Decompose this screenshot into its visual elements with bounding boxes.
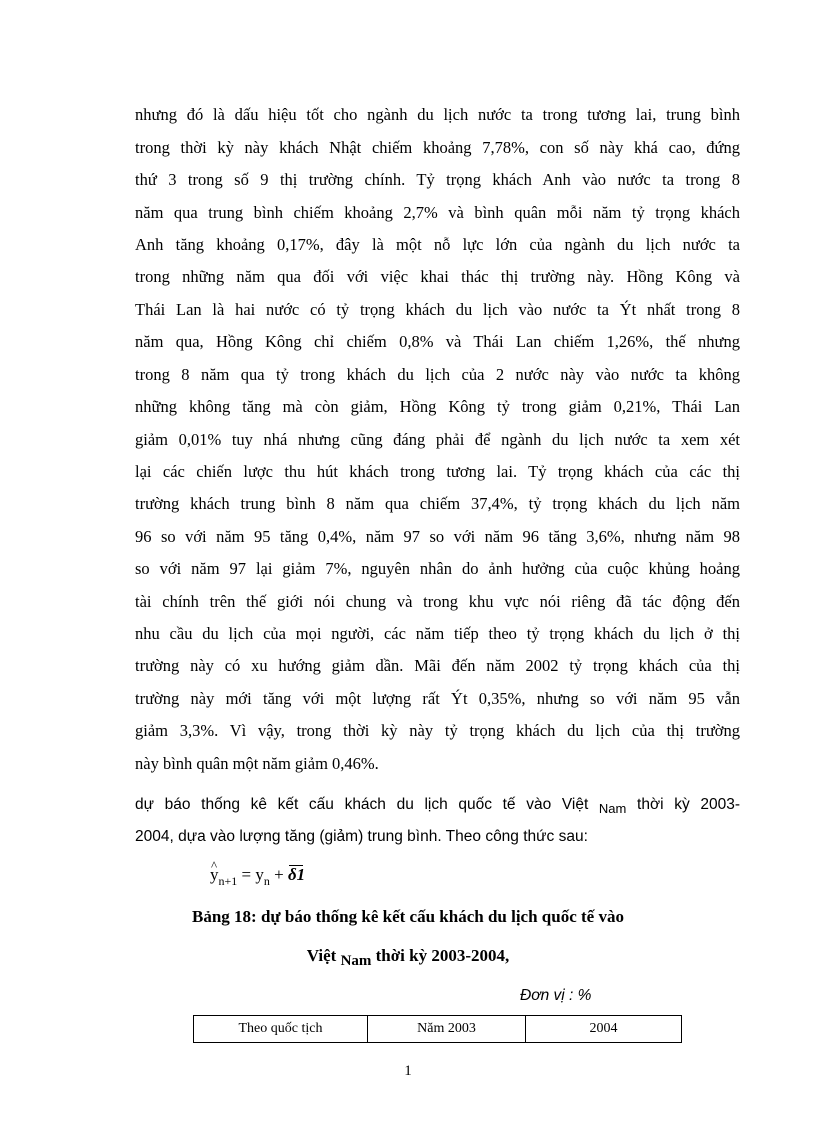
formula-rhs-subscript: n — [263, 874, 270, 888]
formula-plus: + — [269, 865, 288, 884]
forecast-intro-text: dự báo thống kê kết cấu khách du lịch quốc tế vào Việt — [135, 796, 599, 813]
forecast-intro-line — [135, 795, 740, 815]
table-header-cell: Theo quốc tịch — [194, 1016, 368, 1043]
paragraph-line: so với năm 97 lại giảm 7%, nguyên nhân do ảnh hưởng của cuộc khủng hoảng — [135, 559, 740, 578]
paragraph-line: trong những năm qua đối với việc khai thác thị trường này. Hồng Kông và — [135, 267, 740, 286]
table-caption-line1: Bảng 18: dự báo thống kê kết cấu khách du lịch quốc tế vào — [192, 907, 624, 926]
paragraph-line: trong 8 năm qua tỷ trong khách du lịch của 2 nước này vào nước ta không — [135, 365, 740, 384]
paragraph-line: tài chính trên thế giới nói chung và trong khu vực nói riêng đã tác động đến — [135, 592, 740, 611]
paragraph-line: thứ 3 trong số 9 thị trường chính. Tỷ trọng khách Anh vào nước ta trong 8 — [135, 170, 740, 189]
paragraph-line: này bình quân một năm giảm 0,46%. — [135, 754, 379, 773]
table-caption-line2 — [0, 945, 816, 968]
caption-period: thời kỳ 2003-2004, — [371, 946, 510, 965]
formula-lhs-subscript: n+1 — [218, 874, 238, 888]
paragraph-line: trường này mới tăng với một lượng rất Ýt 0,35%, nhưng so với năm 95 vẫn — [135, 689, 740, 708]
paragraph-line: năm qua trung bình chiếm khoảng 2,7% và bình quân mỗi năm tỷ trọng khách — [135, 203, 740, 222]
paragraph-line: lại các chiến lược thu hút khách trong tương lai. Tỷ trọng khách của các thị — [135, 462, 740, 481]
formula-y-hat: ^ y — [210, 864, 219, 886]
paragraph-line: trường khách trung bình 8 năm qua chiếm 37,4%, tỷ trọng khách du lịch năm — [135, 494, 740, 513]
paragraph-line: nhu cầu du lịch của mọi người, các năm tiếp theo tỷ trọng khách du lịch ở thị — [135, 624, 740, 643]
paragraph-line: 96 so với năm 95 tăng 0,4%, năm 97 so với năm 96 tăng 3,6%, nhưng năm 98 — [135, 527, 740, 546]
table-header-cell: 2004 — [526, 1016, 682, 1043]
formula-equals: = y — [237, 865, 264, 884]
forecast-table — [193, 1015, 682, 1043]
paragraph-line: trong thời kỳ này khách Nhật chiếm khoảng 7,78%, con số này khá cao, đứng — [135, 138, 740, 157]
caption-text: Việt — [306, 946, 341, 965]
paragraph-line: nhưng đó là dấu hiệu tốt cho ngành du lịch nước ta trong tương lai, trung bình — [135, 105, 740, 124]
paragraph-line: Anh tăng khoảng 0,17%, đây là một nỗ lực lớn của ngành du lịch nước ta — [135, 235, 740, 254]
paragraph-line: những không tăng mà còn giảm, Hồng Kông tỷ trong giảm 0,21%, Thái Lan — [135, 397, 740, 416]
table-header-cell: Năm 2003 — [368, 1016, 526, 1043]
forecast-intro-country: Nam — [598, 801, 627, 816]
paragraph-line: Thái Lan là hai nước có tỷ trọng khách du lịch vào nước ta Ýt nhất trong 8 — [135, 300, 740, 319]
unit-label: Đơn vị : % — [520, 987, 592, 1004]
paragraph-line: giảm 0,01% tuy nhá nhưng cũng đáng phải để ngành du lịch nước ta xem xét — [135, 430, 740, 449]
forecast-intro-period: thời kỳ 2003- — [626, 796, 740, 813]
caption-country: Nam — [340, 953, 372, 969]
paragraph-line: trường này có xu hướng giảm dần. Mãi đến năm 2002 tỷ trọng khách của thị — [135, 656, 740, 675]
page-number: 1 — [404, 1063, 412, 1079]
forecast-formula — [210, 864, 305, 887]
formula-delta: δ1 — [287, 865, 306, 884]
paragraph-line: năm qua, Hồng Kông chỉ chiếm 0,8% và Thái Lan chiếm 1,26%, thế nhưng — [135, 332, 740, 351]
forecast-intro-line: 2004, dựa vào lượng tăng (giảm) trung bình. Theo công thức sau: — [135, 828, 588, 845]
table-header-row — [194, 1016, 682, 1043]
paragraph-line: giảm 3,3%. Vì vậy, trong thời kỳ này tỷ trọng khách du lịch của thị trường — [135, 721, 740, 740]
